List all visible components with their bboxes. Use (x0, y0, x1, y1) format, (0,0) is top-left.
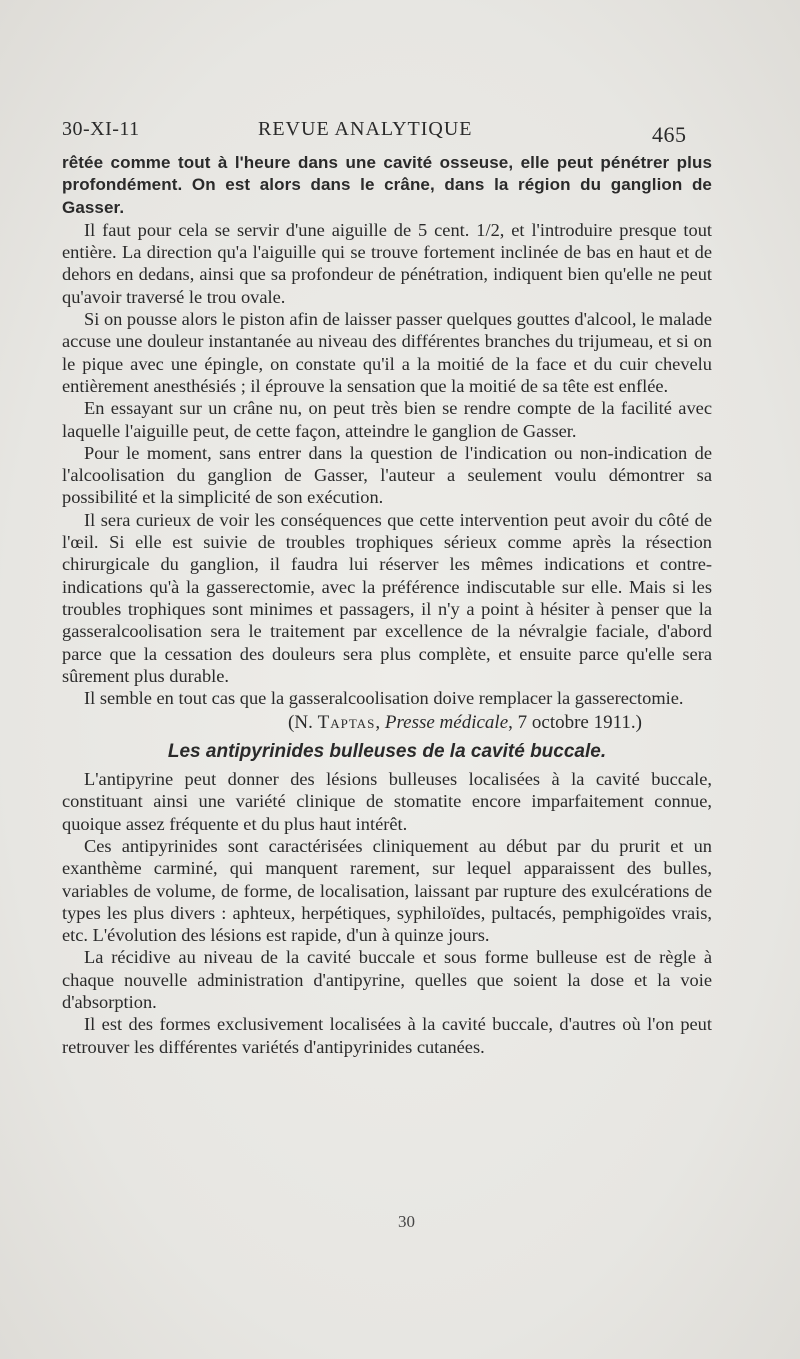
article-body (62, 152, 712, 1058)
citation-separator: , (375, 712, 385, 734)
paragraph: Il faut pour cela se servir d'une aiguille de 5 cent. 1/2, et l'introduire presque tout entière. La direction qu'a l'aiguille qui se trouve fortement inclinée de bas en haut et de dehors en dedans, ainsi que sa profondeur de pénétration, indiquent bien qu'elle ne peut qu'avoir traversé le trou ovale. (62, 219, 712, 307)
paragraph: La récidive au niveau de la cavité buccale et sous forme bulleuse est de règle à chaque nouvelle administration d'antipyrine, quelles que soient la dose et la voie d'absorption. (62, 947, 712, 1012)
paragraph: Il est des formes exclusivement localisées à la cavité buccale, d'autres où l'on peut retrouver les différentes variétés d'antipyrinides cutanées. (62, 1014, 712, 1057)
citation-date: , 7 octobre 1911.) (508, 712, 642, 734)
signature-mark: 30 (398, 1212, 415, 1231)
header-title: REVUE ANALYTIQUE (258, 118, 473, 140)
section-title: Les antipyrinides bulleuses de la cavité buccale. (167, 740, 607, 762)
citation-author: Taptas (317, 712, 376, 734)
running-header (62, 118, 712, 148)
paragraph: Il sera curieux de voir les conséquences que cette intervention peut avoir du côté de l'œil. Si elle est suivie de troubles trophiques sérieux comme après la résection chirurgicale du ganglion, il faudra lui réserver les mêmes indications et contre-indications qu'à la gasserectomie, avec la préférence indiscutable sur elle. Mais si les troubles trophiques sont minimes et passagers, il n'y a point à hésiter à penser que la gasseralcoolisation sera le traitement par excellence de la névralgie faciale, d'abord parce que la cessation des douleurs sera plus complète, et ensuite parce qu'elle sera sûrement plus durable. (62, 509, 712, 686)
paragraph: L'antipyrine peut donner des lésions bulleuses localisées à la cavité buccale, constituant ainsi une variété clinique de stomatite encore imparfaitement connue, quoique assez fréquente et du plus haut intérêt. (62, 769, 712, 834)
paragraph: Il semble en tout cas que la gasseralcoolisation doive remplacer la gasserectomie. (84, 688, 684, 709)
paragraph: En essayant sur un crâne nu, on peut très bien se rendre compte de la facilité avec laquelle l'aiguille peut, de cette façon, atteindre le ganglion de Gasser. (62, 398, 712, 441)
citation (62, 712, 642, 734)
citation-journal: Presse médicale (384, 712, 509, 734)
paragraph: rêtée comme tout à l'heure dans une cavité osseuse, elle peut pénétrer plus profondément. On est alors dans le crâne, dans la région du ganglion de Gasser. (62, 153, 712, 217)
paragraph: Ces antipyrinides sont caractérisées cliniquement au début par du prurit et un exanthème carminé, qui manquent rarement, sur lequel apparaissent des bulles, variables de volume, de forme, de localisation, laissant par rupture des exulcérations de types les plus divers : aphteux, herpétiques, syphiloïdes, pultacés, pemphigoïdes vrais, etc. L'évolution des lésions est rapide, d'un à quinze jours. (62, 835, 712, 946)
citation-initial: (N. (288, 712, 318, 734)
header-date: 30-XI-11 (62, 118, 140, 140)
paragraph: Pour le moment, sans entrer dans la question de l'indication ou non-indication de l'alcoolisation du ganglion de Gasser, l'auteur a seulement voulu démontrer sa possibilité et la simplicité de son exécution. (62, 442, 712, 508)
page-number: 465 (652, 122, 687, 147)
paragraph: Si on pousse alors le piston afin de laisser passer quelques gouttes d'alcool, le malade accuse une douleur instantanée au niveau des différentes branches du trijumeau, et si on le pique avec une épingle, on constate qu'il a la moitié de la face et du cuir chevelu entièrement anesthésiés ; il éprouve la sensation que la moitié de sa tête est enflée. (62, 309, 712, 396)
